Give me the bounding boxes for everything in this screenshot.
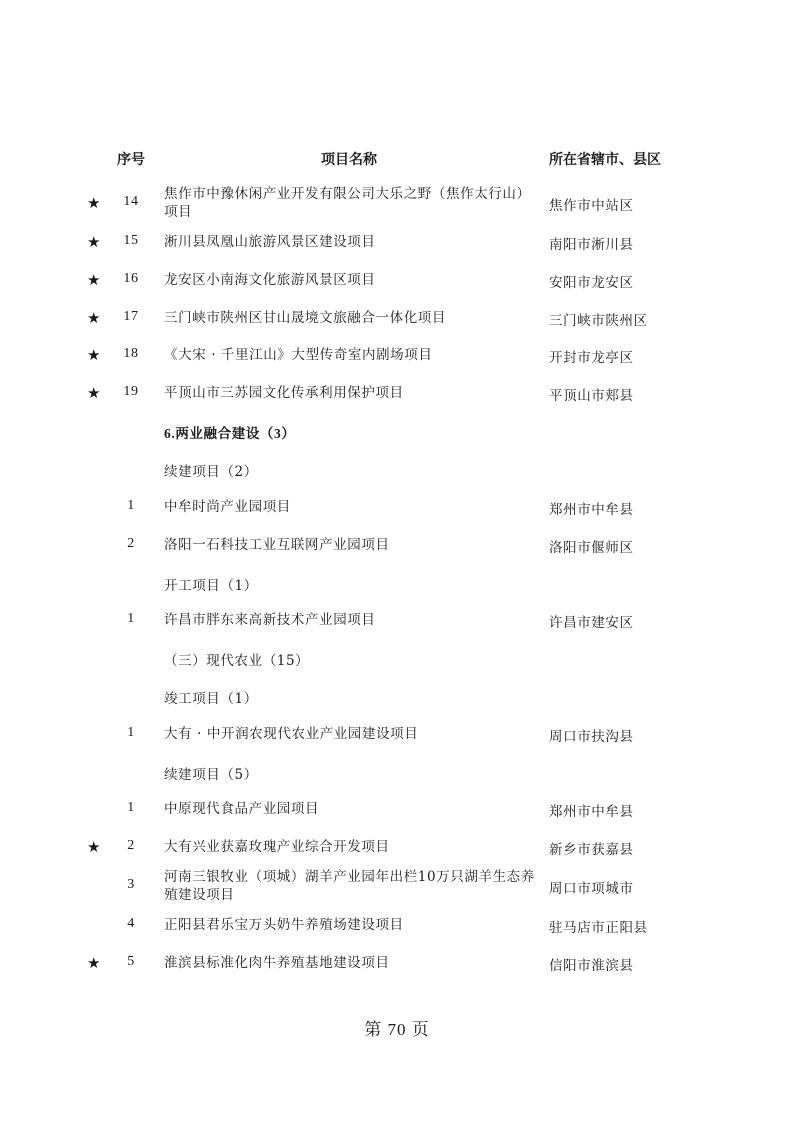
table-row — [0, 800, 794, 818]
row-serial-number: 15 — [123, 233, 139, 248]
table-row — [0, 838, 794, 856]
project-location: 驻马店市正阳县 — [549, 920, 648, 936]
project-location: 开封市龙亭区 — [549, 350, 634, 366]
section-heading: 6.两业融合建设（3） — [164, 426, 296, 441]
priority-star-icon: ★ — [86, 233, 102, 251]
project-name: 龙安区小南海文化旅游风景区项目 — [164, 272, 376, 288]
row-serial-number: 14 — [123, 194, 139, 209]
row-serial-number: 2 — [127, 838, 135, 853]
section-heading: （三）现代农业（15） — [164, 653, 310, 669]
project-name: 焦作市中豫休闲产业开发有限公司大乐之野（焦作太行山）项目 — [164, 186, 531, 220]
header-project-name: 项目名称 — [321, 152, 377, 168]
priority-star-icon: ★ — [86, 384, 102, 402]
project-name: 河南三银牧业（项城）湖羊产业园年出栏10万只湖羊生态养殖建设项目 — [164, 869, 535, 903]
project-name: 《大宋 · 千里江山》大型传奇室内剧场项目 — [164, 347, 433, 363]
table-row — [0, 384, 794, 402]
page-number: 第 70 页 — [364, 1020, 430, 1039]
row-serial-number: 1 — [127, 611, 135, 626]
project-name: 中牟时尚产业园项目 — [164, 499, 291, 515]
section-heading: 续建项目（2） — [164, 464, 258, 480]
section-heading: 竣工项目（1） — [164, 691, 258, 707]
project-location: 焦作市中站区 — [549, 198, 634, 214]
priority-star-icon: ★ — [86, 271, 102, 289]
project-name: 大有 · 中开润农现代农业产业园建设项目 — [164, 726, 419, 742]
project-name: 大有兴业获嘉玫瑰产业综合开发项目 — [164, 839, 390, 855]
priority-star-icon: ★ — [86, 309, 102, 327]
row-serial-number: 16 — [123, 271, 139, 286]
priority-star-icon: ★ — [86, 194, 102, 212]
section-heading-row — [0, 649, 794, 667]
project-name: 中原现代食品产业园项目 — [164, 801, 320, 817]
row-serial-number: 1 — [127, 725, 135, 740]
table-row — [0, 916, 794, 934]
project-name: 三门峡市陕州区甘山晟境文旅融合一体化项目 — [164, 310, 446, 326]
section-heading-row — [0, 422, 794, 440]
project-location: 洛阳市偃师区 — [549, 540, 634, 556]
section-heading: 开工项目（1） — [164, 578, 258, 594]
table-row — [0, 271, 794, 289]
project-location: 三门峡市陕州区 — [549, 313, 648, 329]
row-serial-number: 3 — [127, 877, 135, 892]
project-location: 许昌市建安区 — [549, 615, 634, 631]
table-row — [0, 954, 794, 972]
table-row — [0, 536, 794, 554]
section-heading-row — [0, 763, 794, 781]
row-serial-number: 1 — [127, 498, 135, 513]
project-name: 正阳县君乐宝万头奶牛养殖场建设项目 — [164, 917, 404, 933]
project-location: 平顶山市郏县 — [549, 388, 634, 404]
project-name: 平顶山市三苏园文化传承利用保护项目 — [164, 385, 404, 401]
table-row — [0, 309, 794, 327]
project-name: 许昌市胖东来高新技术产业园项目 — [164, 612, 376, 628]
section-heading-row — [0, 687, 794, 705]
project-location: 南阳市淅川县 — [549, 237, 634, 253]
table-row — [0, 498, 794, 516]
project-location: 郑州市中牟县 — [549, 502, 634, 518]
section-heading: 续建项目（5） — [164, 767, 258, 783]
priority-star-icon: ★ — [86, 838, 102, 856]
row-serial-number: 19 — [123, 384, 139, 399]
project-location: 郑州市中牟县 — [549, 804, 634, 820]
project-name: 淅川县凤凰山旅游风景区建设项目 — [164, 234, 376, 250]
header-location: 所在省辖市、县区 — [549, 152, 661, 168]
priority-star-icon: ★ — [86, 346, 102, 364]
row-serial-number: 18 — [123, 346, 139, 361]
table-row — [0, 346, 794, 364]
project-name: 淮滨县标准化肉牛养殖基地建设项目 — [164, 955, 390, 971]
priority-star-icon: ★ — [86, 954, 102, 972]
table-row — [0, 233, 794, 251]
table-header — [0, 149, 794, 171]
table-row — [0, 185, 794, 221]
table-row — [0, 868, 794, 904]
row-serial-number: 1 — [127, 800, 135, 815]
section-heading-row — [0, 460, 794, 478]
project-location: 新乡市获嘉县 — [549, 842, 634, 858]
row-serial-number: 4 — [127, 916, 135, 931]
project-name: 洛阳一石科技工业互联网产业园项目 — [164, 537, 390, 553]
project-location: 周口市扶沟县 — [549, 729, 634, 745]
section-heading-row — [0, 574, 794, 592]
project-location: 信阳市淮滨县 — [549, 958, 634, 974]
row-serial-number: 17 — [123, 309, 139, 324]
project-location: 安阳市龙安区 — [549, 275, 634, 291]
row-serial-number: 5 — [127, 954, 135, 969]
row-serial-number: 2 — [127, 536, 135, 551]
project-location: 周口市项城市 — [549, 881, 634, 897]
table-row — [0, 611, 794, 629]
table-row — [0, 725, 794, 743]
header-serial-number: 序号 — [117, 152, 145, 168]
